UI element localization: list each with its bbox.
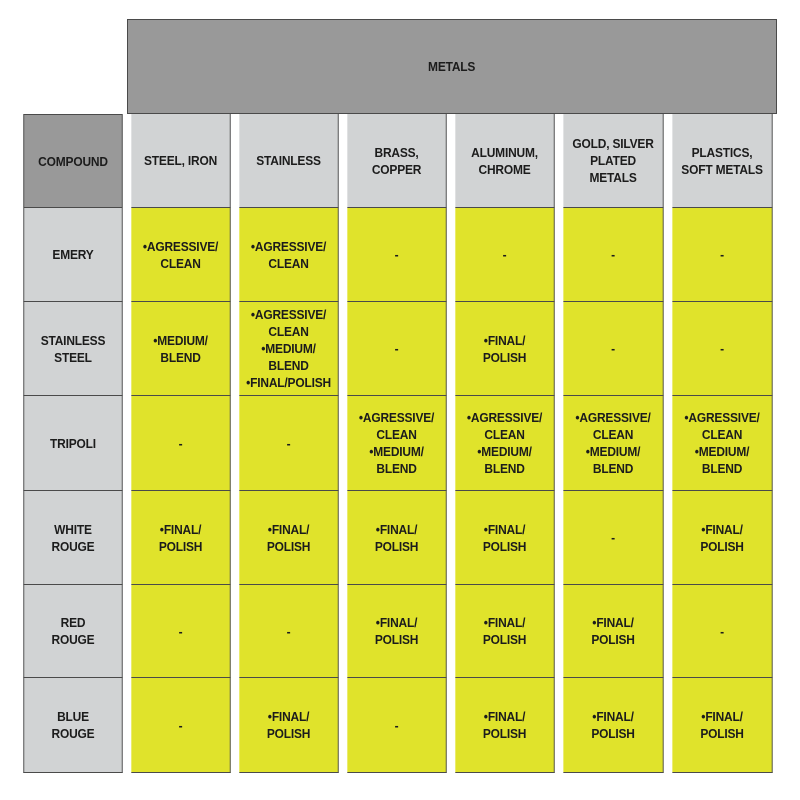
compound-column-header: COMPOUND [23,114,122,208]
table-cell: •AGRESSIVE/ CLEAN •MEDIUM/ BLEND •FINAL/POLISH [239,302,338,396]
table-cell: - [347,302,446,396]
row-header-red-rouge: RED ROUGE [23,585,122,678]
table-cell: - [131,585,230,678]
table-cell: •FINAL/ POLISH [455,302,554,396]
column-header-brass-copper: BRASS, COPPER [347,114,446,208]
table-cell: •AGRESSIVE/ CLEAN •MEDIUM/ BLEND [455,396,554,491]
table-cell: •FINAL/ POLISH [455,678,554,773]
table-cell: •FINAL/ POLISH [563,585,663,678]
table-cell: - [239,396,338,491]
table-cell: •MEDIUM/ BLEND [131,302,230,396]
column-header-plastics: PLASTICS, SOFT METALS [672,114,772,208]
table-cell: •AGRESSIVE/ CLEAN •MEDIUM/ BLEND [672,396,772,491]
blank-corner [19,19,127,114]
table-cell: •FINAL/ POLISH [455,491,554,585]
compound-metals-table [19,19,777,777]
row-header-white-rouge: WHITE ROUGE [23,491,122,585]
table-cell: - [131,678,230,773]
table-cell: - [455,208,554,302]
table-cell: •FINAL/ POLISH [672,491,772,585]
table-cell: - [131,396,230,491]
table-cell: - [672,208,772,302]
table-cell: •FINAL/ POLISH [239,491,338,585]
table-cell: •AGRESSIVE/ CLEAN •MEDIUM/ BLEND [347,396,446,491]
table-cell: •FINAL/ POLISH [455,585,554,678]
table-cell: - [347,678,446,773]
column-header-steel-iron: STEEL, IRON [131,114,230,208]
table-cell: - [347,208,446,302]
column-header-stainless: STAINLESS [239,114,338,208]
table-cell: •FINAL/ POLISH [347,491,446,585]
table-cell: - [672,302,772,396]
table-cell: •AGRESSIVE/ CLEAN •MEDIUM/ BLEND [563,396,663,491]
table-cell: - [563,491,663,585]
table-cell: •FINAL/ POLISH [672,678,772,773]
table-cell: - [563,208,663,302]
row-header-emery: EMERY [23,208,122,302]
table-cell: - [672,585,772,678]
table-cell: •FINAL/ POLISH [239,678,338,773]
column-header-gold-silver: GOLD, SILVER PLATED METALS [563,114,663,208]
row-header-tripoli: TRIPOLI [23,396,122,491]
table-cell: •FINAL/ POLISH [131,491,230,585]
table-cell: •AGRESSIVE/ CLEAN [131,208,230,302]
metals-group-header: METALS [127,19,777,114]
table-cell: •FINAL/ POLISH [563,678,663,773]
table-cell: •AGRESSIVE/ CLEAN [239,208,338,302]
row-header-blue-rouge: BLUE ROUGE [23,678,122,773]
table-cell: - [239,585,338,678]
table-cell: •FINAL/ POLISH [347,585,446,678]
table-cell: - [563,302,663,396]
row-header-stainless-steel: STAINLESS STEEL [23,302,122,396]
column-header-aluminum-chrome: ALUMINUM, CHROME [455,114,554,208]
